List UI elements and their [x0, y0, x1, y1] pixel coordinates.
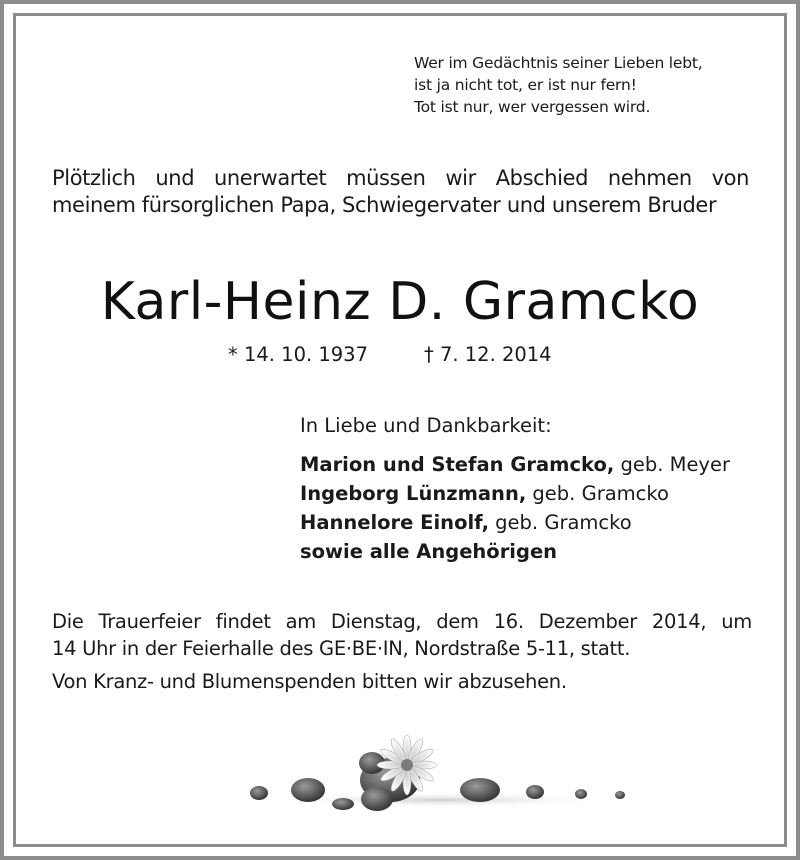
funeral-line-1: [52, 608, 752, 635]
mourner-note: geb. Gramcko: [526, 482, 669, 505]
intro-line-1: [52, 165, 749, 192]
word: Die: [52, 610, 84, 633]
deceased-name: Karl-Heinz D. Gramcko: [100, 272, 700, 332]
word: von: [711, 166, 749, 190]
word: am: [285, 610, 316, 633]
funeral-line-2: 14 Uhr in der Feierhalle des GE·BE·IN, Nordstraße 5-11, statt.: [52, 637, 631, 660]
intro-line-2: meinem fürsorglichen Papa, Schwiegervater und unserem Bruder: [52, 193, 717, 217]
mourner-entry: [300, 479, 730, 508]
word: Dezember: [538, 610, 637, 633]
funeral-info: [52, 608, 752, 695]
mourner-name: sowie alle Angehörigen: [300, 540, 558, 563]
mourner-entry: [300, 508, 730, 537]
mourner-name: Hannelore Einolf,: [300, 511, 489, 534]
mourner-name: Ingeborg Lünzmann,: [300, 482, 527, 505]
mourner-name: Marion und Stefan Gramcko,: [300, 453, 615, 476]
quote-line: ist ja nicht tot, er ist nur fern!: [414, 76, 637, 94]
mourner-entry: [300, 450, 730, 479]
word: 16.: [493, 610, 524, 633]
word: müssen: [346, 166, 426, 190]
word: unerwartet: [213, 166, 327, 190]
death-date: † 7. 12. 2014: [424, 343, 552, 366]
word: findet: [215, 610, 271, 633]
announcement-intro: [52, 165, 749, 219]
mourners-heading: In Liebe und Dankbarkeit:: [300, 414, 552, 437]
quote-line: Tot ist nur, wer vergessen wird.: [414, 98, 651, 116]
memorial-quote: [414, 52, 703, 118]
word: Trauerfeier: [98, 610, 201, 633]
quote-line: Wer im Gedächtnis seiner Lieben lebt,: [414, 54, 703, 72]
life-dates: [228, 342, 552, 368]
stones-and-lotus-flower-icon: [240, 720, 640, 820]
word: dem: [436, 610, 479, 633]
word: Dienstag,: [330, 610, 422, 633]
word: wir: [445, 166, 476, 190]
word: 2014,: [651, 610, 707, 633]
word: nehmen: [607, 166, 692, 190]
birth-date: * 14. 10. 1937: [228, 343, 368, 366]
mourner-entry: [300, 537, 730, 566]
mourner-note: geb. Gramcko: [488, 511, 632, 534]
word: Abschied: [495, 166, 589, 190]
word: um: [721, 610, 752, 633]
funeral-line-3: Von Kranz- und Blumenspenden bitten wir abzusehen.: [52, 670, 567, 693]
mourner-note: geb. Meyer: [614, 453, 730, 476]
mourners-list: [300, 450, 730, 566]
word: und: [155, 166, 195, 190]
word: Plötzlich: [52, 166, 136, 190]
